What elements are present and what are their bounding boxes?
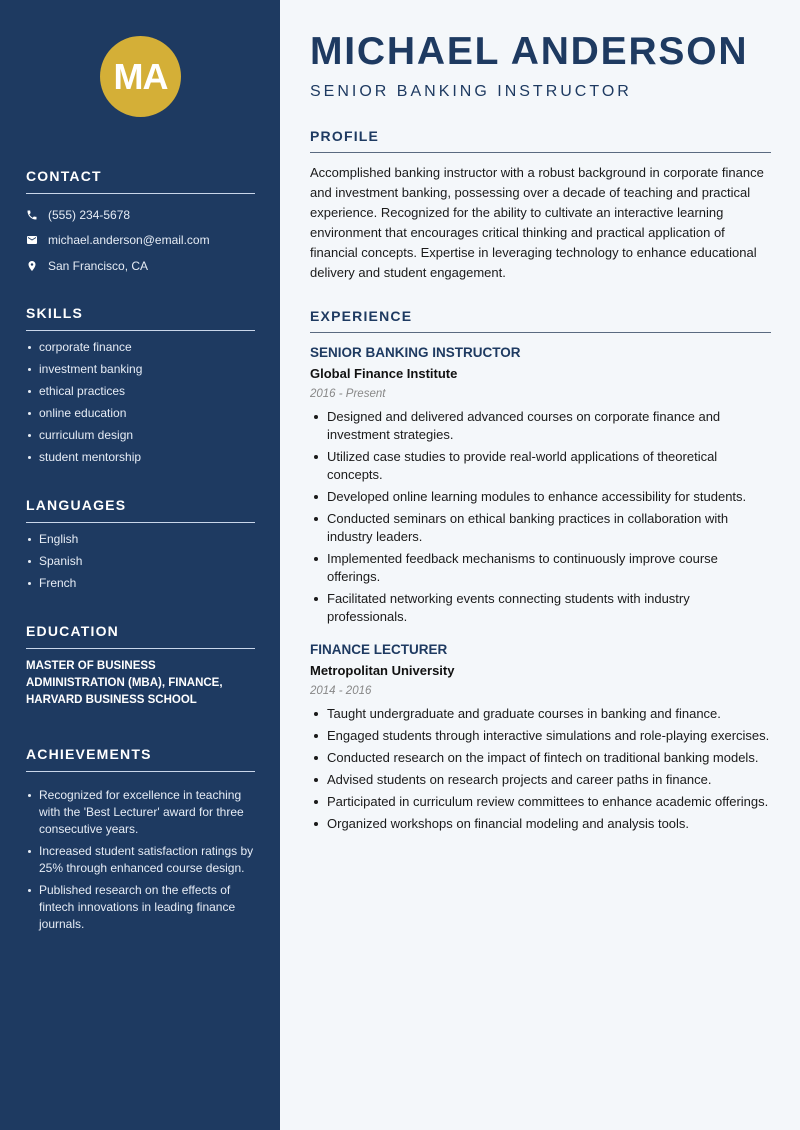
language-item: English	[26, 531, 255, 548]
experience-heading: EXPERIENCE	[310, 308, 771, 333]
sidebar	[0, 0, 280, 1130]
job-bullet: Utilized case studies to provide real-world applications of theoretical concepts.	[310, 448, 771, 484]
candidate-role: SENIOR BANKING INSTRUCTOR	[310, 83, 632, 100]
job-bullet: Conducted seminars on ethical banking practices in collaboration with industry leaders.	[310, 510, 771, 546]
location-pin-icon	[26, 260, 48, 272]
skill-item: ethical practices	[26, 383, 255, 400]
skill-item: corporate finance	[26, 339, 255, 356]
achievement-item: Increased student satisfaction ratings by 25% through enhanced course design.	[26, 843, 255, 877]
education-degree: MASTER OF BUSINESS ADMINISTRATION (MBA), FINANCE, HARVARD BUSINESS SCHOOL	[26, 660, 223, 706]
skills-heading: SKILLS	[26, 305, 255, 331]
job-bullet: Designed and delivered advanced courses on corporate finance and investment strategies.	[310, 408, 771, 444]
job-company: Global Finance Institute	[310, 366, 458, 381]
phone-icon	[26, 209, 48, 221]
job-bullets	[310, 705, 771, 833]
achievement-item: Recognized for excellence in teaching with the 'Best Lecturer' award for three consecutive years.	[26, 787, 255, 838]
job-dates: 2016 - Present	[310, 388, 386, 400]
achievement-item: Published research on the effects of fintech innovations in leading finance journals.	[26, 882, 255, 933]
email-icon	[26, 234, 48, 246]
avatar	[100, 36, 181, 117]
job-bullets	[310, 408, 771, 626]
job-bullet: Taught undergraduate and graduate courses in banking and finance.	[310, 705, 771, 723]
language-item: Spanish	[26, 553, 255, 570]
job-bullet: Conducted research on the impact of fintech on traditional banking models.	[310, 749, 771, 767]
profile-text: Accomplished banking instructor with a robust background in corporate finance and investment banking, possessing over a decade of teaching and practical experience. Recognized for the ability to cultivate an interactive learning environment that encourages critical thinking and practical application of financial concepts. Expertise in leveraging technology to enhance educational delivery and student engagement.	[310, 165, 764, 280]
skill-item: online education	[26, 405, 255, 422]
achievements-list	[26, 787, 255, 933]
job-bullet: Advised students on research projects and career paths in finance.	[310, 771, 771, 789]
skills-section	[26, 305, 255, 471]
contact-email	[26, 228, 255, 254]
job-bullet: Participated in curriculum review committees to enhance academic offerings.	[310, 793, 771, 811]
experience-section	[310, 308, 771, 837]
job-company: Metropolitan University	[310, 663, 455, 678]
languages-list	[26, 531, 255, 592]
job-bullet: Engaged students through interactive simulations and role-playing exercises.	[310, 727, 771, 745]
avatar-initials: MA	[113, 55, 168, 97]
skill-item: curriculum design	[26, 427, 255, 444]
job-title: FINANCE LECTURER	[310, 642, 448, 657]
contact-section	[26, 168, 255, 279]
job-bullet: Implemented feedback mechanisms to continuously improve course offerings.	[310, 550, 771, 586]
achievements-heading: ACHIEVEMENTS	[26, 746, 255, 772]
job-bullet: Developed online learning modules to enhance accessibility for students.	[310, 488, 771, 506]
languages-heading: LANGUAGES	[26, 497, 255, 523]
education-heading: EDUCATION	[26, 623, 255, 649]
skill-item: investment banking	[26, 361, 255, 378]
profile-heading: PROFILE	[310, 128, 771, 153]
job-bullet: Organized workshops on financial modeling and analysis tools.	[310, 815, 771, 833]
education-section	[26, 623, 255, 709]
languages-section	[26, 497, 255, 597]
job-dates: 2014 - 2016	[310, 685, 372, 697]
skill-item: student mentorship	[26, 449, 255, 466]
email-text: michael.anderson@email.com	[48, 233, 210, 248]
location-text: San Francisco, CA	[48, 258, 149, 273]
job-title: SENIOR BANKING INSTRUCTOR	[310, 345, 521, 360]
candidate-name: MICHAEL ANDERSON	[310, 30, 749, 73]
phone-text: (555) 234-5678	[48, 207, 131, 222]
contact-phone	[26, 202, 255, 228]
contact-heading: CONTACT	[26, 168, 255, 194]
skills-list	[26, 339, 255, 466]
contact-location	[26, 253, 255, 279]
language-item: French	[26, 575, 255, 592]
achievements-section	[26, 746, 255, 938]
profile-section	[310, 128, 771, 283]
job-entry	[310, 345, 771, 626]
job-bullet: Facilitated networking events connecting students with industry professionals.	[310, 590, 771, 626]
job-entry	[310, 642, 771, 833]
